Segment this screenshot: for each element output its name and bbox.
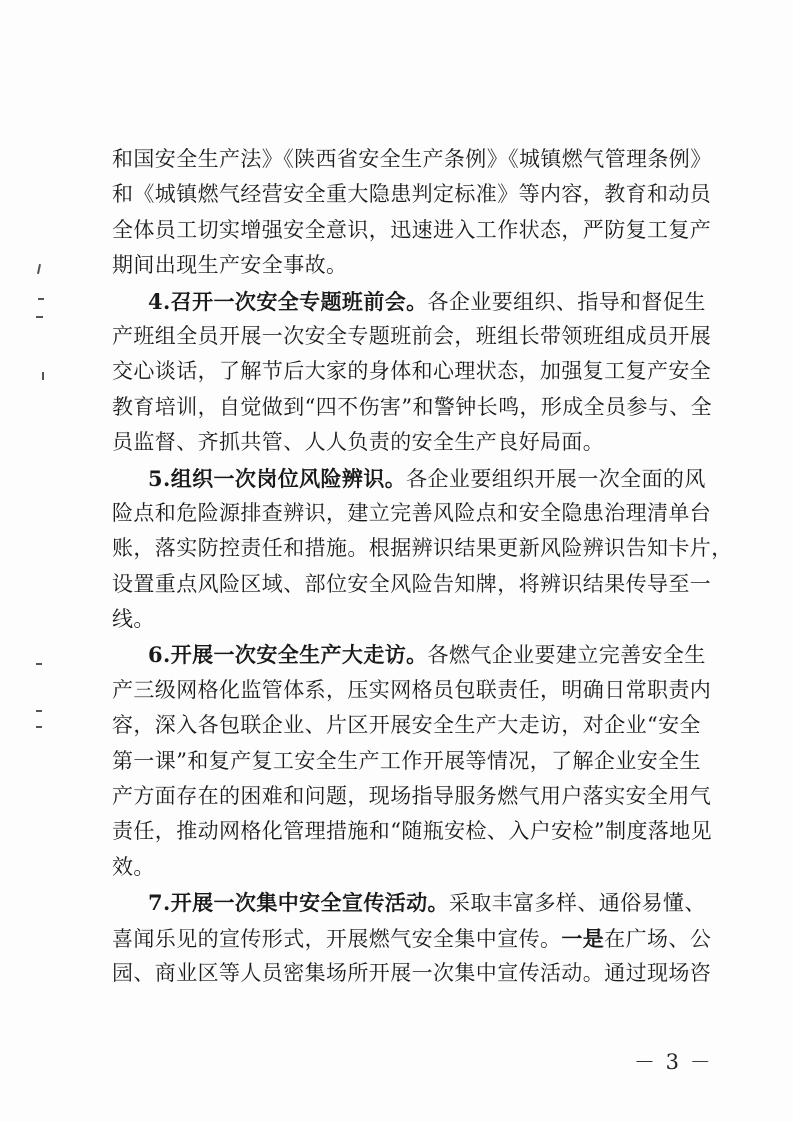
text-line: 和《城镇燃气经营安全重大隐患判定标准》等内容，教育和动员: [112, 182, 712, 207]
scan-mark: [36, 663, 42, 665]
document-body: [112, 142, 733, 991]
text-line-body: 采取丰富多样、通俗易懂、: [448, 891, 706, 916]
scan-mark: [38, 298, 44, 300]
paragraph-item-6: [112, 637, 713, 885]
text-segment: 在广场、公: [604, 926, 712, 951]
item-heading: 5.组织一次岗位风险辨识。: [148, 465, 407, 491]
text-line: [112, 921, 712, 956]
text-line: 险点和危险源排查辨识，建立完善风险点和安全隐患治理清单台: [112, 500, 712, 525]
text-line: 账，落实防控责任和措施。根据辨识结果更新风险辨识告知卡片，: [112, 536, 733, 561]
text-line: 设置重点风险区域、部位安全风险告知牌，将辨识结果传导至一: [112, 571, 712, 596]
text-line: [112, 885, 706, 920]
text-line-body: 各企业要组织、指导和督促生: [427, 289, 706, 314]
scan-mark: [36, 316, 43, 318]
item-heading: 6.开展一次安全生产大走访。: [148, 642, 428, 668]
text-segment: 喜闻乐见的宣传形式，开展燃气安全集中宣传。: [112, 926, 562, 951]
text-line-body: 各燃气企业要建立完善安全生: [427, 643, 706, 668]
text-line: 产方面存在的困难和问题，现场指导服务燃气用户落实安全用气: [112, 784, 712, 809]
text-line: 教育培训，自觉做到“四不伤害”和警钟长鸣，形成全员参与、全: [112, 394, 713, 419]
text-line: 园、商业区等人员密集场所开展一次集中宣传活动。通过现场咨: [112, 960, 712, 985]
text-line: [112, 637, 706, 672]
page-number: － 3 －: [634, 1050, 713, 1074]
scan-mark: [36, 726, 42, 728]
text-line: [112, 461, 706, 496]
text-line: 交心谈话，了解节后大家的身体和心理状态，加强复工复产安全: [112, 359, 712, 384]
inline-emphasis: 一是: [561, 925, 605, 951]
text-line: [112, 284, 706, 319]
text-line: 效。: [112, 854, 155, 879]
text-line: 全体员工切实增强安全意识，迅速进入工作状态，严防复工复产: [112, 217, 712, 242]
text-line: 产班组全员开展一次安全专题班前会，班组长带领班组成员开展: [112, 323, 712, 348]
scan-mark: [42, 372, 44, 380]
paragraph-item-4: [112, 284, 713, 461]
text-line: 和国安全生产法》《陕西省安全生产条例》《城镇燃气管理条例》: [112, 147, 712, 171]
scan-mark: [36, 710, 42, 712]
item-heading: 4.召开一次安全专题班前会。: [148, 288, 428, 314]
text-line: 线。: [112, 607, 155, 632]
item-heading: 7.开展一次集中安全宣传活动。: [148, 890, 449, 916]
paragraph-continuation: [112, 142, 712, 284]
scan-mark: [37, 264, 41, 274]
paragraph-item-5: [112, 461, 733, 638]
text-line: 责任，推动网格化管理措施和“随瓶安检、入户安检”制度落地见: [112, 819, 713, 844]
text-line: 容，深入各包联企业、片区开展安全生产大走访，对企业“安全: [112, 713, 701, 738]
text-line-body: 各企业要组织开展一次全面的风: [406, 466, 706, 491]
paragraph-item-7: [112, 885, 712, 991]
text-line: 第一课”和复产复工安全生产工作开展等情况，了解企业安全生: [112, 748, 701, 773]
text-line: 员监督、齐抓共管、人人负责的安全生产良好局面。: [112, 430, 605, 455]
text-line: 期间出现生产安全事故。: [112, 253, 348, 278]
text-line: 产三级网格化监管体系，压实网格员包联责任，明确日常职责内: [112, 677, 712, 702]
